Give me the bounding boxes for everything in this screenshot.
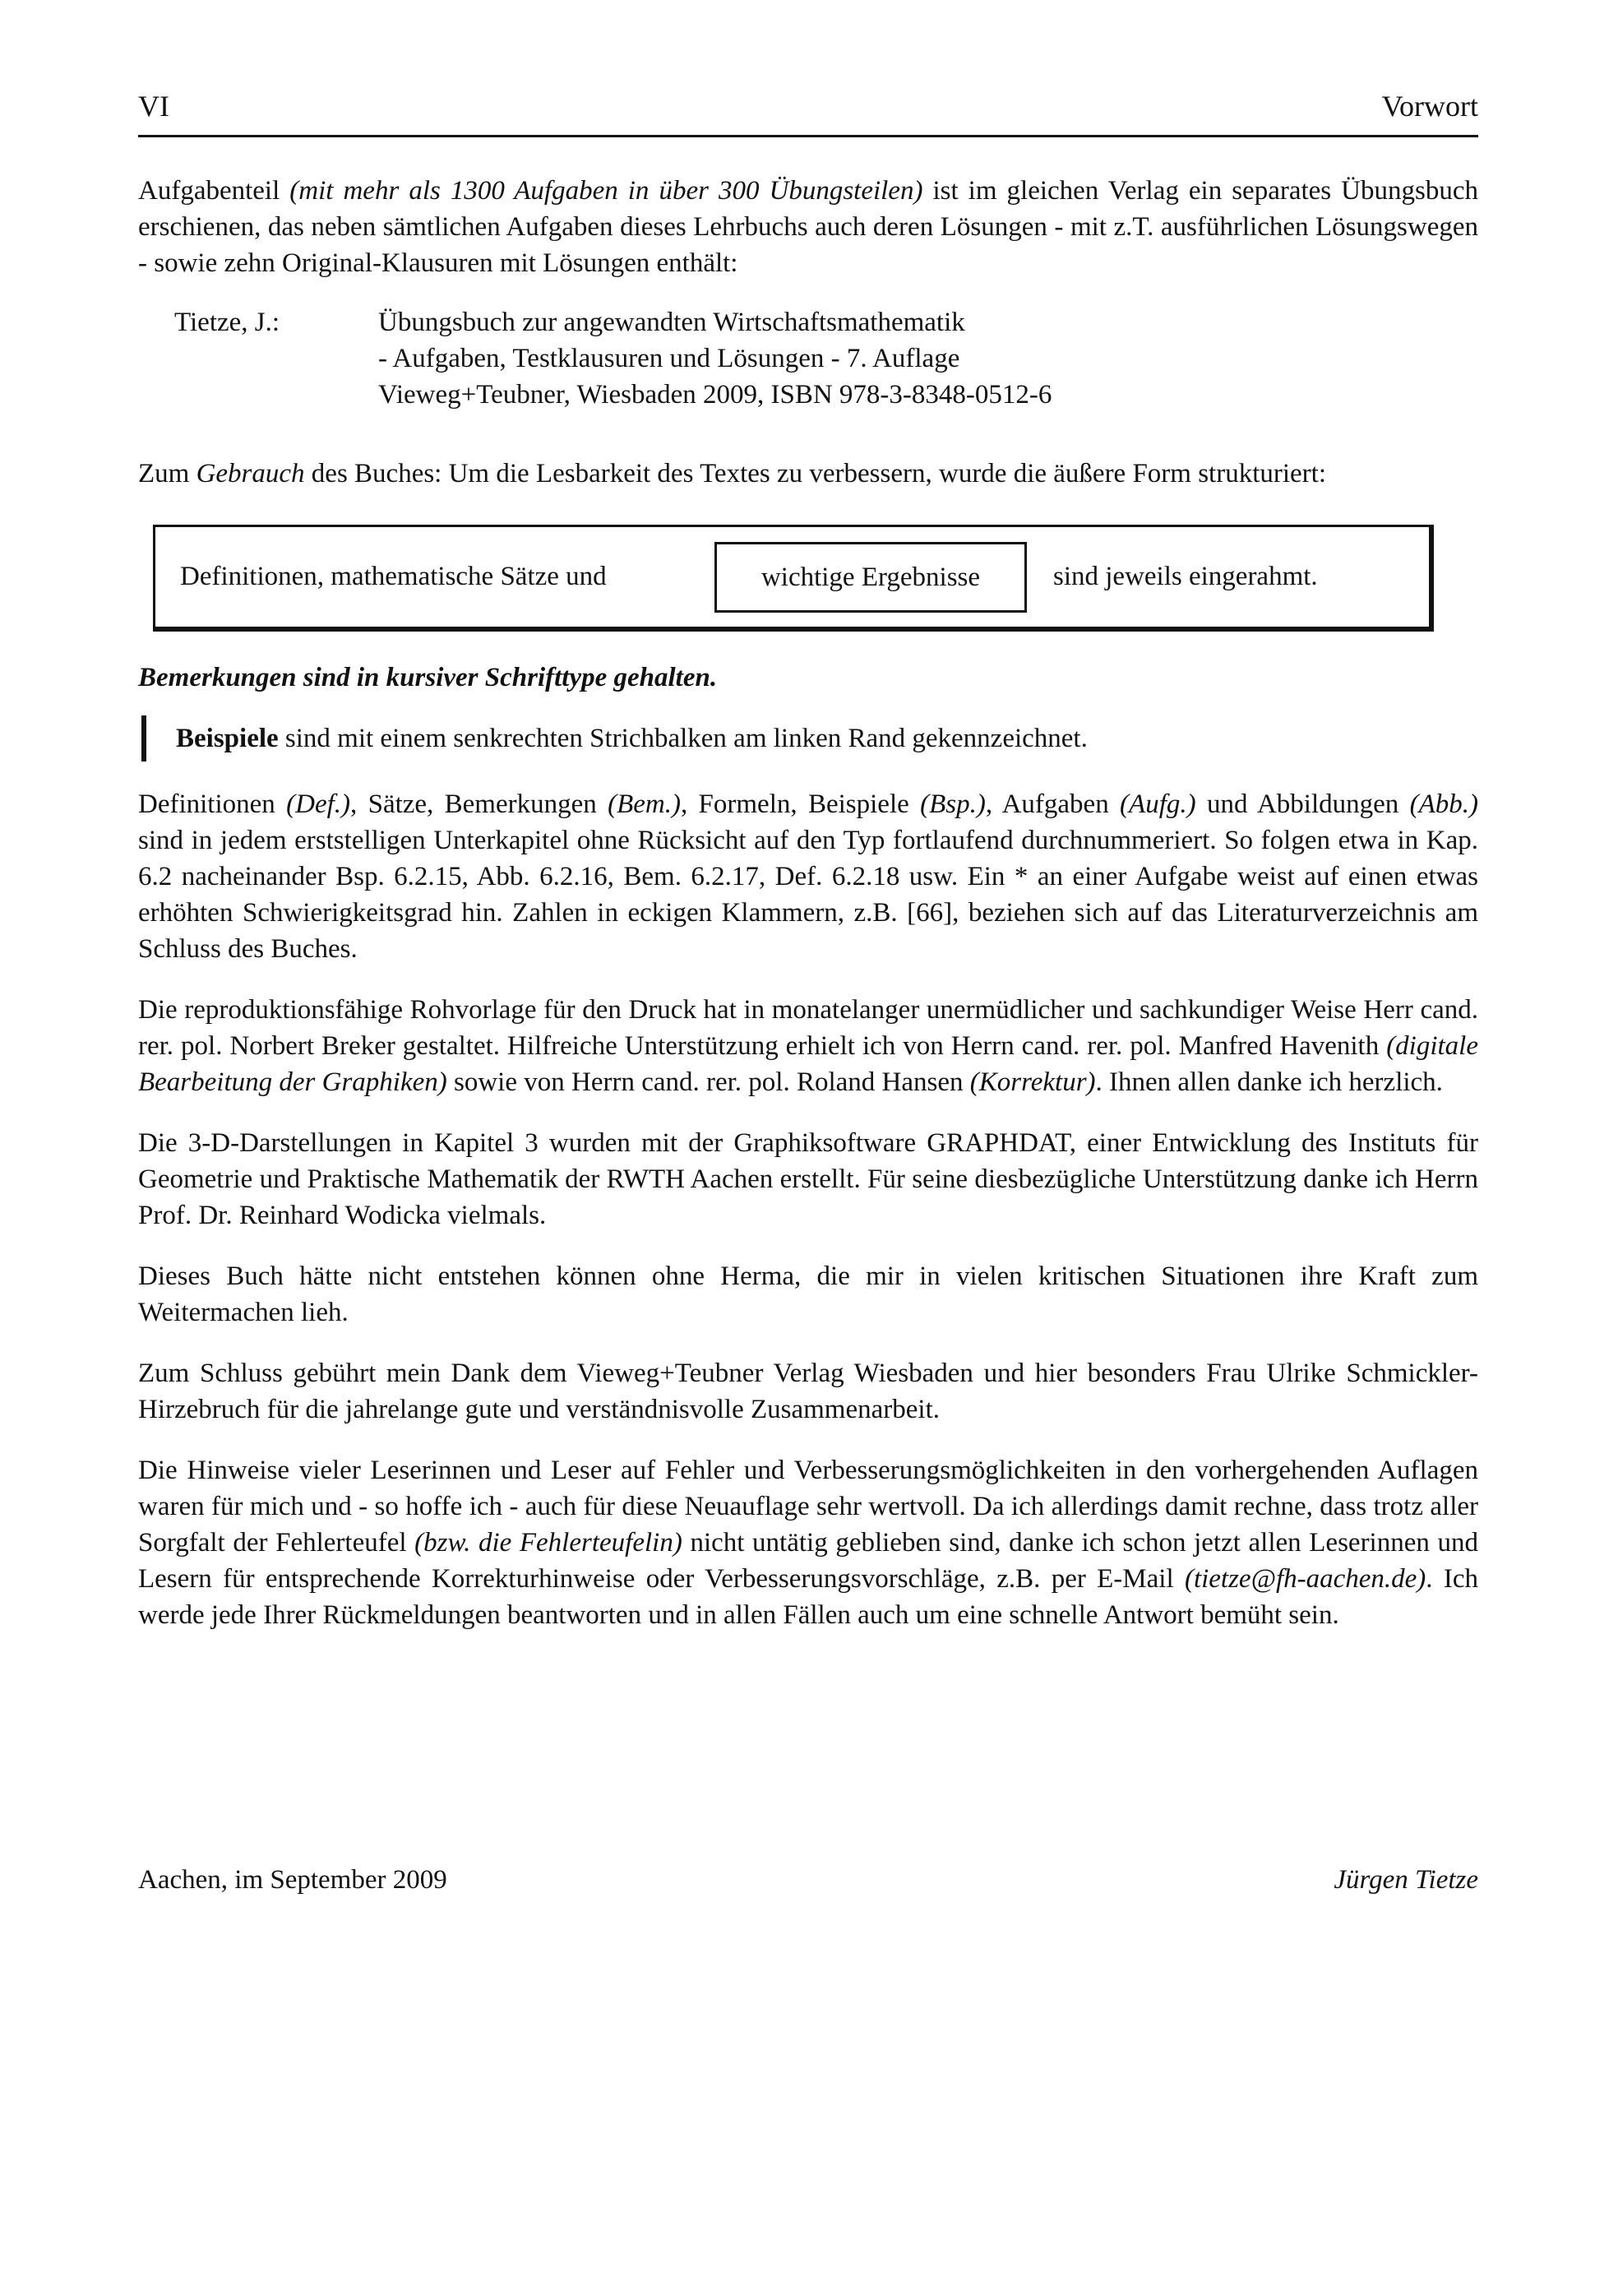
remarks-note: Bemerkungen sind in kursiver Schrifttype gehalten. — [138, 663, 718, 692]
paragraph-publisher: Zum Schluss gebührt mein Dank dem Vieweg+Teubner Verlag Wiesbaden und hier besonders Frau Ulrike Schmickler-Hirzebruch für die jahrelange gute und verständnisvolle Zusammenarbeit. — [138, 1359, 1478, 1424]
paragraph-feedback: Die Hinweise vieler Leserinnen und Leser auf Fehler und Verbesserungsmöglichkeiten in den vorhergehenden Auflagen waren für mich und - so hoffe ich - auch für diese Neuauflage sehr wertvoll. Da ich allerdings damit rechne, dass trotz aller Sorgfalt der Fehlerteufel (bzw. die Fehlerteufelin) nicht untätig geblieben sind, danke ich schon jetzt allen Leserinnen und Lesern für entsprechende Korrekturhinweise oder Verbesserungsvorschläge, z.B. per E-Mail (tietze@fh-aachen.de). Ich werde jede Ihrer Rückmeldungen beantworten und in allen Fällen auch um eine schnelle Antwort bemüht sein. — [138, 1456, 1479, 1630]
running-header — [138, 89, 1478, 137]
body-text — [138, 173, 1478, 1633]
inner-frame-text: wichtige Ergebnisse — [760, 562, 981, 592]
inner-frame — [714, 542, 1027, 613]
book-reference — [174, 304, 1478, 413]
example-note: Beispiele sind mit einem senkrechten Strichbalken am linken Rand gekennzeichnet. — [141, 715, 1478, 761]
paragraph-acknowledgements: Die reproduktionsfähige Rohvorlage für den Druck hat in monatelanger unermüdlicher und sachkundiger Weise Herr cand. rer. pol. Norbert Breker gestaltet. Hilfreiche Unterstützung erhielt ich von Herrn cand. rer. pol. Manfred Havenith (digitale Bearbeitung der Graphiken) sowie von Herrn cand. rer. pol. Roland Hansen (Korrektur). Ihnen allen danke ich herzlich. — [138, 995, 1478, 1097]
framed-example-box — [153, 525, 1434, 632]
paragraph-usage: Zum Gebrauch des Buches: Um die Lesbarkeit des Textes zu verbessern, wurde die äußere Form strukturiert: — [138, 459, 1327, 488]
paragraph-numbering: Definitionen (Def.), Sätze, Bemerkungen (Bem.), Formeln, Beispiele (Bsp.), Aufgaben (Aufg.) und Abbildungen (Abb.) sind in jedem erststelligen Unterkapitel ohne Rücksicht auf den Typ fortlaufend durchnummeriert. So folgen etwa in Kap. 6.2 nacheinander Bsp. 6.2.15, Abb. 6.2.16, Bem. 6.2.17, Def. 6.2.18 usw. Ein * an einer Aufgabe weist auf einen etwas erhöhten Schwierigkeitsgrad hin. Zahlen in eckigen Klammern, z.B. [66], beziehen sich auf das Literaturverzeichnis am Schluss des Buches. — [138, 789, 1478, 964]
page-number: VI — [138, 90, 169, 123]
example-bar — [141, 715, 146, 761]
author-signature: Jürgen Tietze — [1334, 1865, 1478, 1895]
box-right-text: sind jeweils eingerahmt. — [1053, 562, 1318, 591]
section-title: Vorwort — [1381, 90, 1478, 123]
reference-author: Tietze, J.: — [174, 308, 280, 337]
reference-details: Übungsbuch zur angewandten Wirtschaftsmathematik - Aufgaben, Testklausuren und Lösungen - 7. Auflage Vieweg+Teubner, Wiesbaden 2009, ISBN 978-3-8348-0512-6 — [378, 308, 1052, 410]
paragraph-3d: Die 3-D-Darstellungen in Kapitel 3 wurden mit der Graphiksoftware GRAPHDAT, einer Entwicklung des Instituts für Geometrie und Praktische Mathematik der RWTH Aachen erstellt. Für seine diesbezügliche Unterstützung danke ich Herrn Prof. Dr. Reinhard Wodicka vielmals. — [138, 1128, 1478, 1230]
paragraph-herma: Dieses Buch hätte nicht entstehen können ohne Herma, die mir in vielen kritischen Situationen ihre Kraft zum Weitermachen lieh. — [138, 1261, 1478, 1327]
place-date: Aachen, im September 2009 — [138, 1865, 447, 1895]
box-left-text: Definitionen, mathematische Sätze und — [180, 562, 607, 591]
paragraph-exercise-book: Aufgabenteil (mit mehr als 1300 Aufgaben in über 300 Übungsteilen) ist im gleichen Verlag ein separates Übungsbuch erschienen, das neben sämtlichen Aufgaben dieses Lehrbuchs auch deren Lösungen - mit z.T. ausführlichen Lösungswegen - sowie zehn Original-Klausuren mit Lösungen enthält: — [138, 176, 1478, 278]
